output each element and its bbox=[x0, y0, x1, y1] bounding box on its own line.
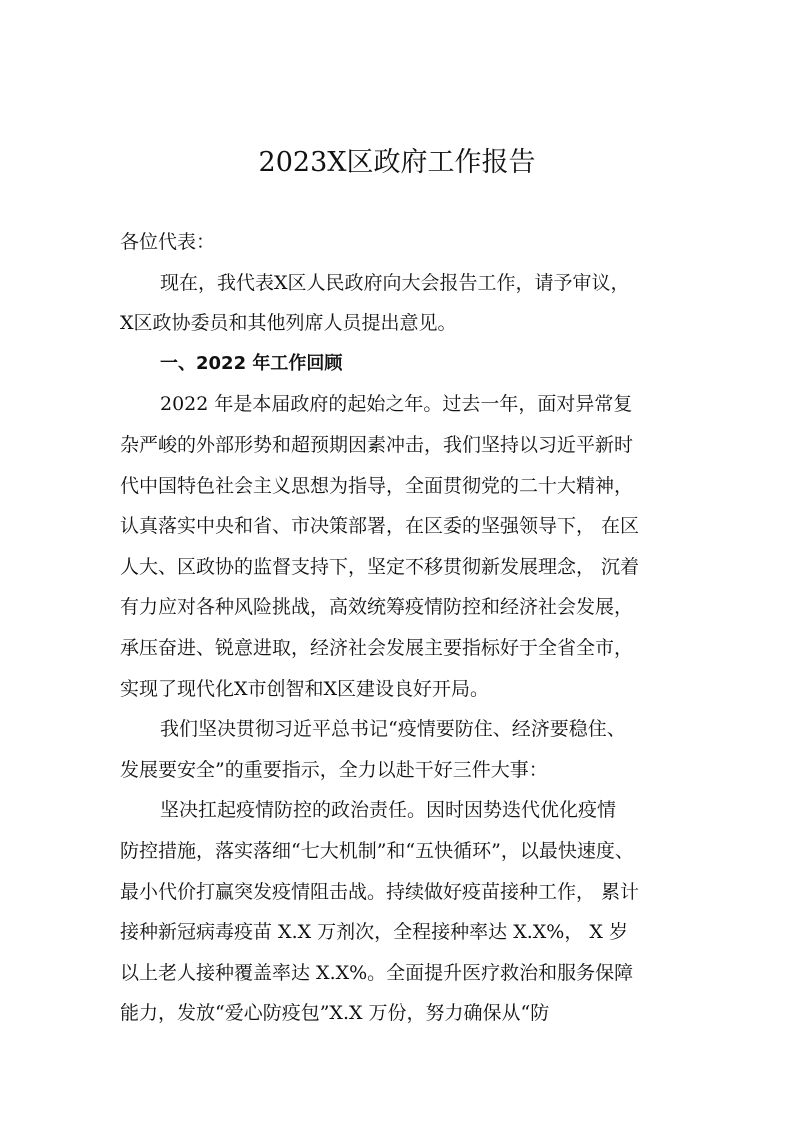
paragraph-line: 认真落实中央和省、市决策部署，在区委的坚强领导下， 在区 bbox=[120, 515, 640, 538]
paragraph-line: 接种新冠病毒疫苗 X.X 万剂次，全程接种率达 X.X%， X 岁 bbox=[120, 921, 628, 944]
salutation: 各位代表： bbox=[120, 231, 216, 253]
paragraph-line: 发展要安全”的重要指示，全力以赴干好三件大事： bbox=[120, 758, 548, 781]
paragraph-line: 有力应对各种风险挑战，高效统筹疫情防控和经济社会发展， bbox=[120, 596, 634, 619]
paragraph-line: 最小代价打赢突发疫情阻击战。持续做好疫苗接种工作， 累计 bbox=[120, 880, 640, 903]
paragraph-line: 我们坚决贯彻习近平总书记“疫情要防住、经济要稳住、 bbox=[160, 718, 626, 741]
document-title: 2023X区政府工作报告 bbox=[258, 147, 536, 178]
paragraph-line: 坚决扛起疫情防控的政治责任。因时因势迭代优化疫情 bbox=[160, 799, 617, 822]
paragraph-line: 代中国特色社会主义思想为指导，全面贯彻党的二十大精神， bbox=[120, 474, 634, 497]
section-heading: 一、2022 年工作回顾 bbox=[160, 352, 343, 374]
paragraph-line: 防控措施，落实落细“七大机制”和“五快循环”，以最快速度、 bbox=[120, 839, 634, 862]
paragraph-line: 承压奋进、锐意进取，经济社会发展主要指标好于全省全市， bbox=[120, 636, 634, 659]
paragraph-line: 实现了现代化X市创智和X区建设良好开局。 bbox=[120, 677, 490, 700]
paragraph-line: 现在，我代表X区人民政府向大会报告工作，请予审议， bbox=[160, 271, 630, 294]
document-body bbox=[120, 222, 680, 1034]
paragraph-line: 杂严峻的外部形势和超预期因素冲击，我们坚持以习近平新时 bbox=[120, 433, 634, 456]
paragraph-line: X区政协委员和其他列席人员提出意见。 bbox=[120, 312, 457, 335]
paragraph-line: 以上老人接种覆盖率达 X.X%。全面提升医疗救治和服务保障 bbox=[120, 961, 634, 984]
paragraph-line: 2022 年是本届政府的起始之年。过去一年，面对异常复 bbox=[160, 393, 633, 416]
paragraph-line: 能力，发放“爱心防疫包”X.X 万份，努力确保从“防 bbox=[120, 1002, 550, 1025]
paragraph-line: 人大、区政协的监督支持下，坚定不移贯彻新发展理念， 沉着 bbox=[120, 555, 640, 578]
